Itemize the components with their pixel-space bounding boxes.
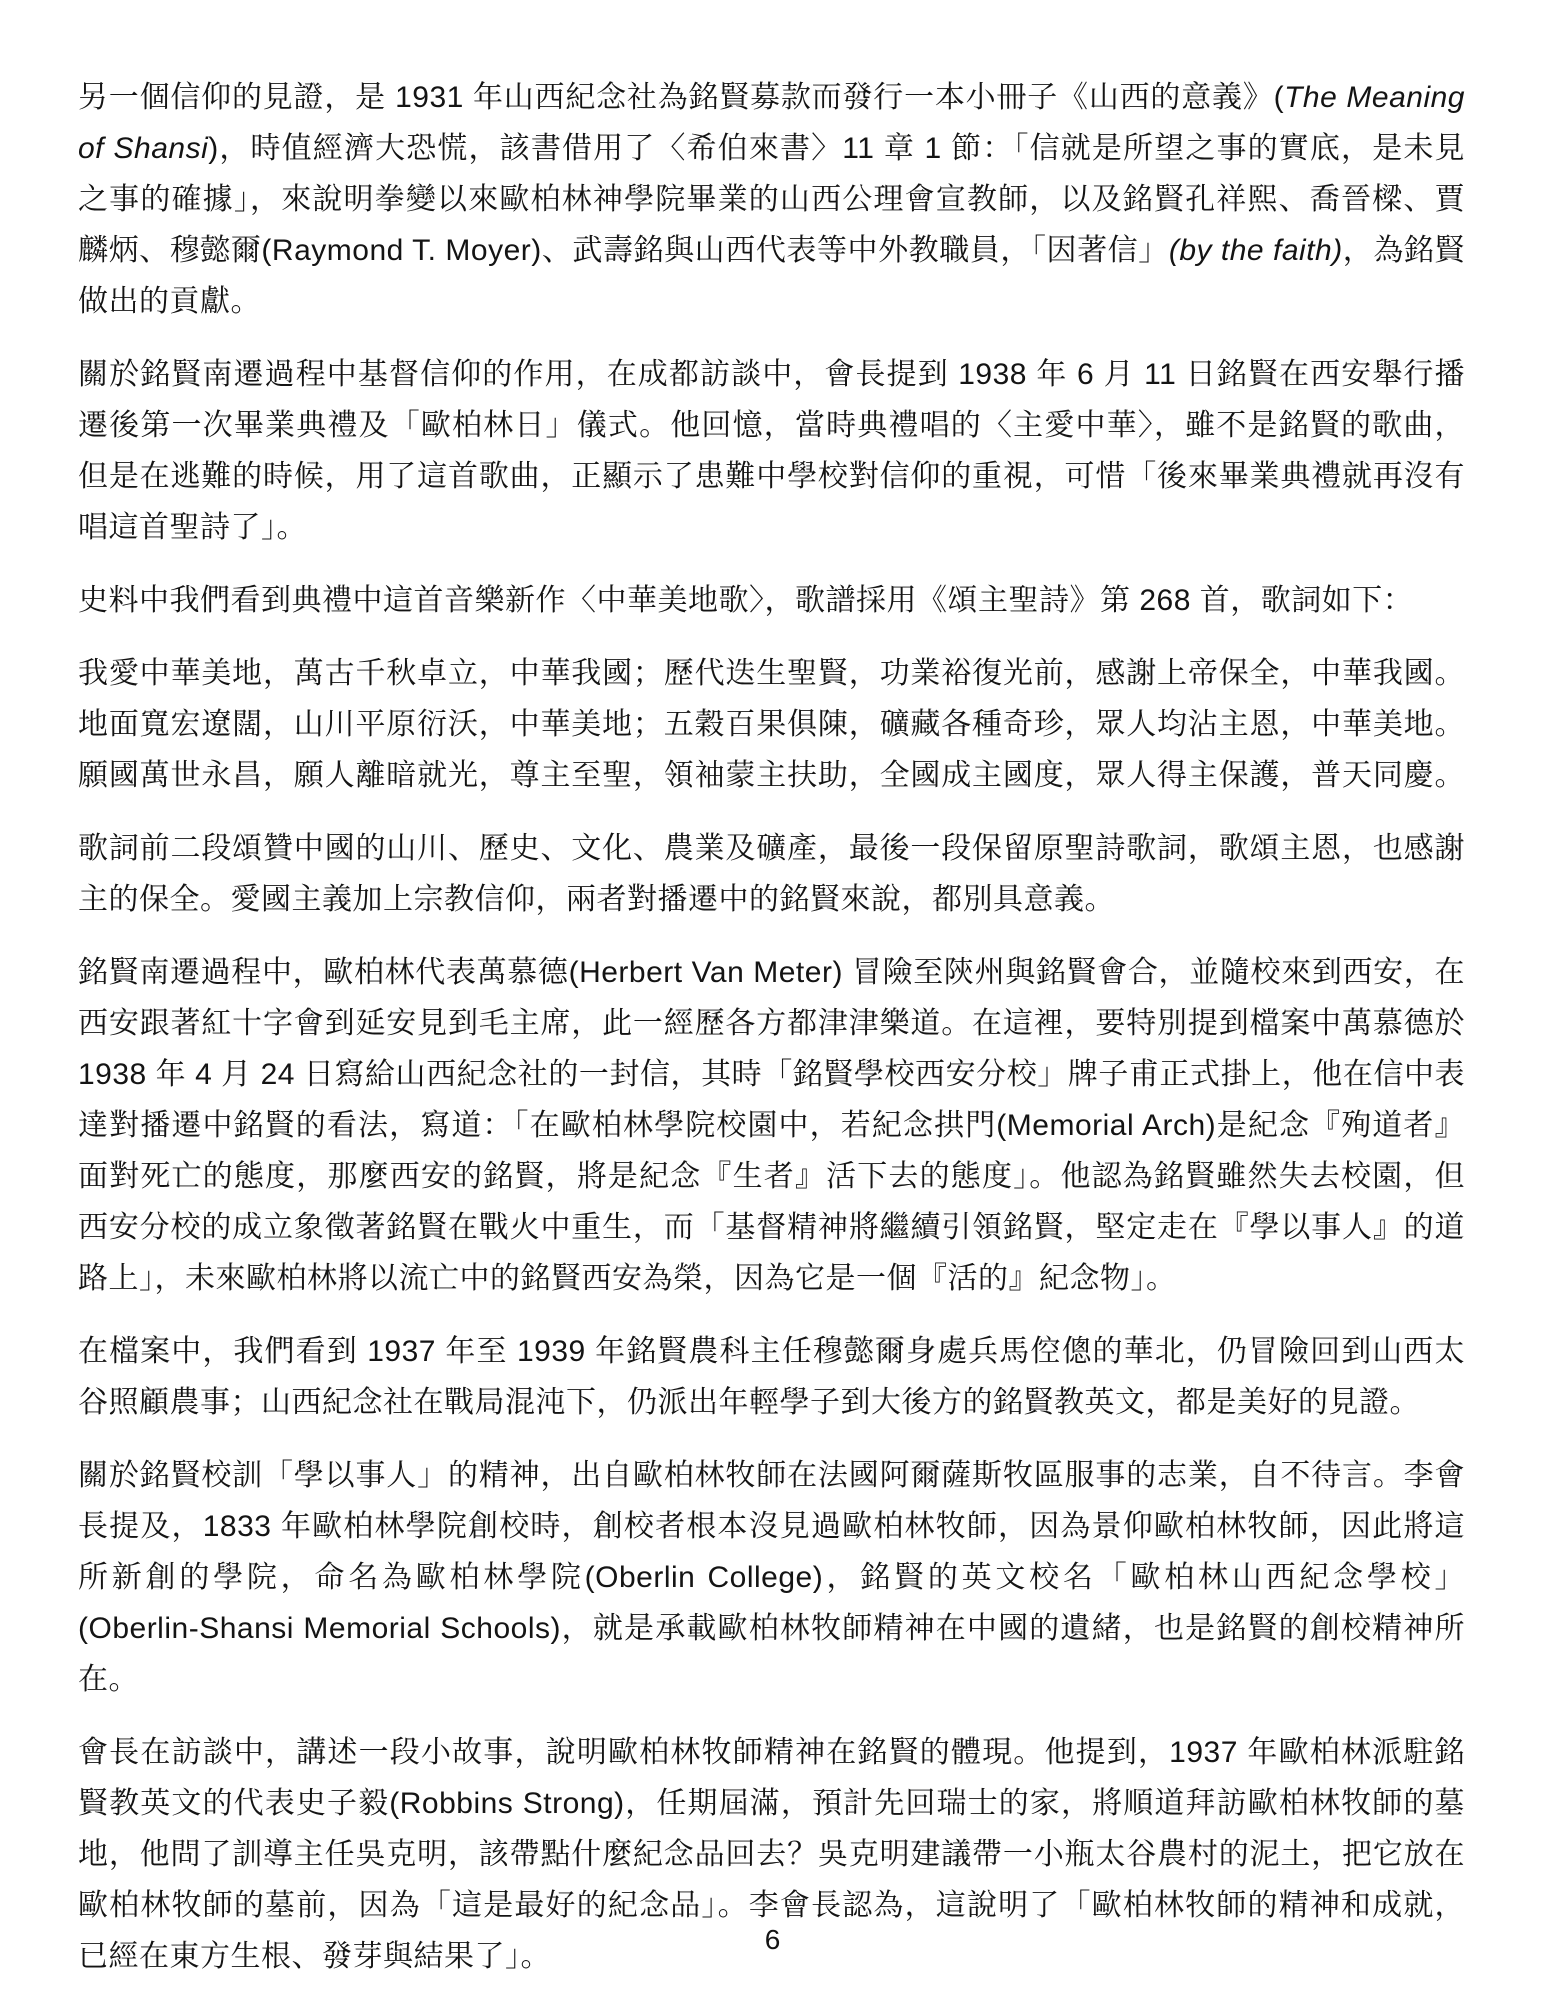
paragraph-van-meter-letter: [78, 947, 1465, 1304]
hymn-line-2: 地面寬宏遼闊，山川平原衍沃，中華美地；五穀百果俱陳，礦藏各種奇珍，眾人均沾主恩，中華美地。: [78, 708, 1465, 741]
paragraph-moyer-testimony: [78, 1326, 1465, 1428]
paragraph-text: 銘賢南遷過程中，歐柏林代表萬慕德(Herbert Van Meter) 冒險至陝州與銘賢會合，並隨校來到西安，在西安跟著紅十字會到延安見到毛主席，此一經歷各方都津津樂道。在這裡，要特別提到檔案中萬慕德於 1938 年 4 月 24 日寫給山西紀念社的一封信，其時「銘賢學校西安分校」牌子甫正式掛上，他在信中表達對播遷中銘賢的看法，寫道：「在歐柏林學院校園中，若紀念拱門(Memorial Arch)是紀念『殉道者』面對死亡的態度，那麼西安的銘賢，將是紀念『生者』活下去的態度」。他認為銘賢雖然失去校園，但西安分校的成立象徵著銘賢在戰火中重生，而「基督精神將繼續引領銘賢，堅定走在『學以事人』的道路上」，未來歐柏林將以流亡中的銘賢西安為榮，因為它是一個『活的』紀念物」。: [78, 956, 1465, 1295]
paragraph-text: 史料中我們看到典禮中這首音樂新作〈中華美地歌〉，歌譜採用《頌主聖詩》第 268 首，歌詞如下：: [78, 584, 1414, 617]
paragraph-text: ，為銘賢做出的貢獻。: [78, 234, 1466, 318]
paragraph-faith-booklet: [78, 72, 1465, 327]
page-number: 6: [764, 1924, 781, 1955]
paragraph-text: 歌詞前二段頌贊中國的山川、歷史、文化、農業及礦產，最後一段保留原聖詩歌詞，歌頌主恩，也感謝主的保全。愛國主義加上宗教信仰，兩者對播遷中的銘賢來說，都別具意義。: [78, 832, 1465, 916]
italic-english-title: The Meaning of Shansi: [78, 81, 1465, 165]
paragraph-school-motto-origin: [78, 1450, 1465, 1705]
italic-english-phrase: (by the faith): [1168, 234, 1343, 267]
paragraph-text: 關於銘賢校訓「學以事人」的精神，出自歐柏林牧師在法國阿爾薩斯牧區服事的志業，自不待言。李會長提及，1833 年歐柏林學院創校時，創校者根本沒見過歐柏林牧師，因為景仰歐柏林牧師，因此將這所新創的學院，命名為歐柏林學院(Oberlin College)，銘賢的英文校名「歐柏林山西紀念學校」(Oberlin-Shansi Memorial Schools)，就是承載歐柏林牧師精神在中國的遺緒，也是銘賢的創校精神所在。: [78, 1459, 1465, 1696]
paragraph-text: 關於銘賢南遷過程中基督信仰的作用，在成都訪談中，會長提到 1938 年 6 月 11 日銘賢在西安舉行播遷後第一次畢業典禮及「歐柏林日」儀式。他回憶，當時典禮唱的〈主愛中華〉，雖不是銘賢的歌曲，但是在逃難的時候，用了這首歌曲，正顯示了患難中學校對信仰的重視，可惜「後來畢業典禮就再沒有唱這首聖詩了」。: [78, 358, 1465, 544]
hymn-line-3: 願國萬世永昌，願人離暗就光，尊主至聖，領袖蒙主扶助，全國成主國度，眾人得主保護，普天同慶。: [78, 759, 1465, 792]
paragraph-hymn-commentary: [78, 823, 1465, 925]
paragraph-text: )，時值經濟大恐慌，該書借用了〈希伯來書〉11 章 1 節：「信就是所望之事的實底，是未見之事的確據」，來說明拳變以來歐柏林神學院畢業的山西公理會宣教師，以及銘賢孔祥熙、喬晉樑、賈麟炳、穆懿爾(Raymond T. Moyer)、武壽銘與山西代表等中外教職員，「因著信」: [78, 132, 1465, 267]
hymn-block: [78, 648, 1465, 801]
paragraph-text: 另一個信仰的見證，是 1931 年山西紀念社為銘賢募款而發行一本小冊子《山西的意義》(: [78, 81, 1285, 114]
hymn-line-1: 我愛中華美地，萬古千秋卓立，中華我國；歷代迭生聖賢，功業裕復光前，感謝上帝保全，中華我國。: [78, 657, 1465, 690]
paragraph-hymn-intro: [78, 575, 1465, 626]
paragraph-text: 在檔案中，我們看到 1937 年至 1939 年銘賢農科主任穆懿爾身處兵馬倥傯的華北，仍冒險回到山西太谷照顧農事；山西紀念社在戰局混沌下，仍派出年輕學子到大後方的銘賢教英文，都是美好的見證。: [78, 1335, 1465, 1419]
paragraph-southward-move-faith: [78, 349, 1465, 553]
paragraph-text: 會長在訪談中，講述一段小故事，說明歐柏林牧師精神在銘賢的體現。他提到，1937 年歐柏林派駐銘賢教英文的代表史子毅(Robbins Strong)，任期屆滿，預計先回瑞士的家，將順道拜訪歐柏林牧師的墓地，他問了訓導主任吳克明，該帶點什麼紀念品回去？吳克明建議帶一小瓶太谷農村的泥土，把它放在歐柏林牧師的墓前，因為「這是最好的紀念品」。李會長認為，這說明了「歐柏林牧師的精神和成就，已經在東方生根、發芽與結果了」。: [78, 1736, 1465, 1973]
